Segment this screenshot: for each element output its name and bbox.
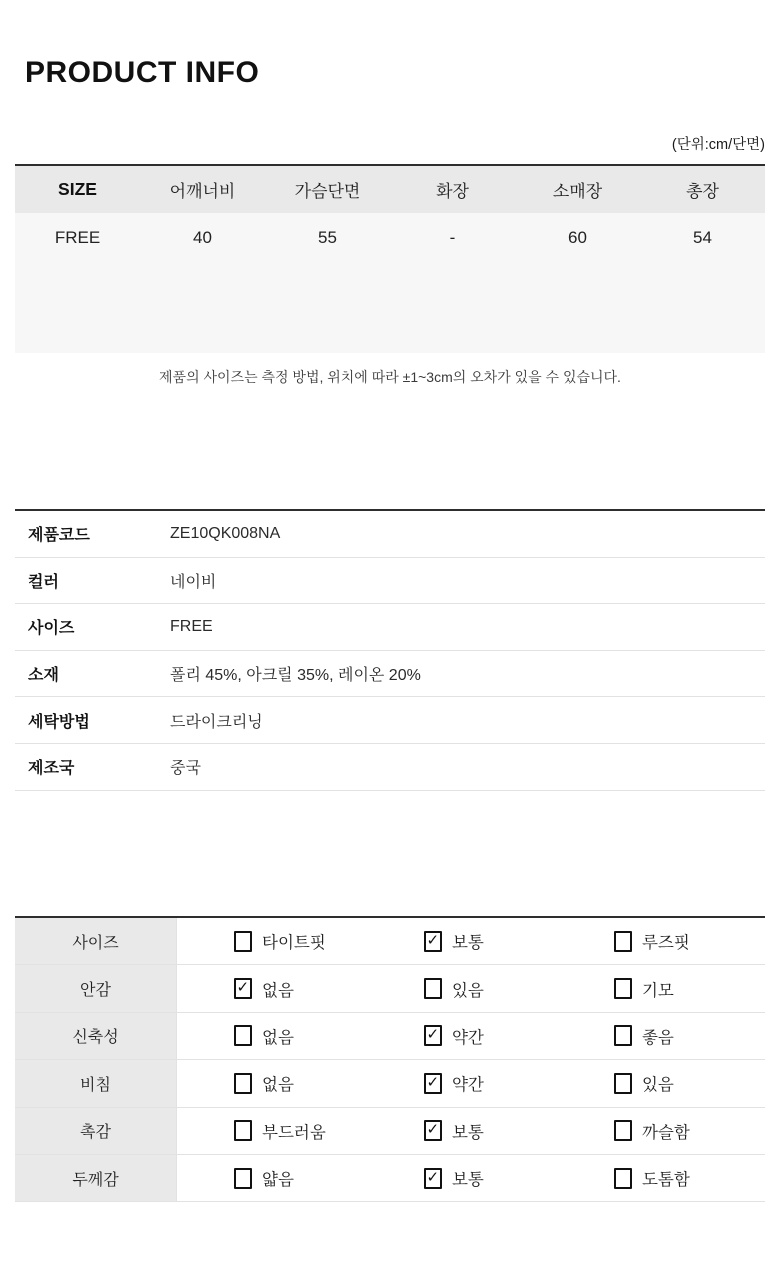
attr-option-label: 타이트핏 (262, 934, 326, 953)
attr-option (373, 1060, 569, 1106)
detail-label: 사이즈 (28, 620, 75, 638)
attr-option-label: 없음 (262, 981, 294, 1000)
attr-option-label: 보통 (451, 1123, 484, 1142)
attr-option-label: 보통 (451, 1171, 484, 1190)
attr-options (177, 1155, 765, 1201)
checkbox-icon[interactable] (234, 931, 252, 952)
size-header-cell: 어깨너비 (169, 182, 236, 201)
attr-row-label: 안감 (15, 965, 177, 1011)
size-header-cell: 가슴단면 (294, 182, 361, 201)
detail-label: 소재 (28, 667, 59, 685)
attr-options (177, 1060, 765, 1106)
product-details-table (15, 509, 765, 791)
attr-option-label: 약간 (451, 1028, 484, 1047)
attr-option (177, 918, 373, 964)
size-cell: 60 (568, 228, 587, 247)
checkbox-icon[interactable] (614, 1120, 632, 1141)
size-cell: 40 (193, 228, 212, 247)
attr-option (373, 1108, 569, 1154)
attr-option (569, 1108, 765, 1154)
attr-option (177, 1060, 373, 1106)
detail-row (15, 604, 765, 651)
size-header-cell: 소매장 (552, 182, 603, 201)
detail-label: 컬러 (28, 573, 59, 591)
size-cell: FREE (54, 228, 101, 247)
attr-row (15, 1013, 765, 1060)
attributes-table (15, 916, 765, 1202)
attr-option (177, 1013, 373, 1059)
attr-row-label: 비침 (15, 1060, 177, 1106)
size-tolerance-note: 제품의 사이즈는 측정 방법, 위치에 따라 ±1~3cm의 오차가 있을 수 있습니다. (159, 369, 621, 385)
detail-label: 제품코드 (28, 527, 90, 545)
checkbox-icon[interactable] (234, 1168, 252, 1189)
checkbox-icon[interactable] (614, 1073, 632, 1094)
size-table (15, 164, 765, 353)
size-table-header-row (15, 166, 765, 213)
size-table-row (15, 213, 765, 263)
checkbox-icon[interactable] (614, 978, 632, 999)
attr-option-label: 도톰함 (641, 1171, 690, 1190)
detail-value: 중국 (170, 760, 201, 778)
attr-option (373, 1155, 569, 1201)
attr-option-label: 루즈핏 (641, 934, 690, 953)
detail-value: 드라이크리닝 (170, 713, 263, 731)
attr-option (569, 1013, 765, 1059)
attr-option-label: 없음 (262, 1028, 294, 1047)
detail-value: 네이비 (170, 573, 217, 591)
attr-option-label: 있음 (641, 1076, 674, 1095)
checkbox-icon[interactable] (234, 1073, 252, 1094)
checkbox-icon[interactable] (424, 931, 442, 952)
size-table-body (15, 213, 765, 353)
checkbox-icon[interactable] (424, 1120, 442, 1141)
checkbox-icon[interactable] (234, 1120, 252, 1141)
attr-option-label: 얇음 (262, 1171, 294, 1190)
attr-row-label: 두께감 (15, 1155, 177, 1201)
size-cell: 54 (693, 228, 712, 247)
checkbox-icon[interactable] (424, 1025, 442, 1046)
attr-row-label: 촉감 (15, 1108, 177, 1154)
checkbox-icon[interactable] (234, 978, 252, 999)
detail-value: FREE (170, 617, 213, 635)
attr-option (177, 1155, 373, 1201)
attr-options (177, 1108, 765, 1154)
attr-option (569, 1060, 765, 1106)
detail-label: 세탁방법 (28, 713, 90, 731)
attr-option (569, 965, 765, 1011)
attr-row-label: 사이즈 (15, 918, 177, 964)
attr-option (373, 918, 569, 964)
page-title: PRODUCT INFO (25, 56, 260, 89)
size-header-cell: 총장 (686, 182, 719, 201)
attr-option-label: 기모 (641, 981, 674, 1000)
attr-row (15, 1060, 765, 1107)
size-header-cell: SIZE (58, 179, 97, 199)
attr-options (177, 965, 765, 1011)
detail-row (15, 744, 765, 791)
attr-row (15, 1108, 765, 1155)
checkbox-icon[interactable] (424, 1168, 442, 1189)
detail-row (15, 558, 765, 605)
size-header-cell: 화장 (436, 182, 469, 201)
attr-row (15, 1155, 765, 1202)
attr-options (177, 918, 765, 964)
detail-value: ZE10QK008NA (170, 524, 281, 542)
checkbox-icon[interactable] (614, 1168, 632, 1189)
checkbox-icon[interactable] (614, 1025, 632, 1046)
attr-options (177, 1013, 765, 1059)
attr-option-label: 까슬함 (641, 1123, 690, 1142)
checkbox-icon[interactable] (234, 1025, 252, 1046)
attr-option (569, 1155, 765, 1201)
attr-option-label: 있음 (451, 981, 484, 1000)
unit-note: (단위:cm/단면) (671, 137, 765, 153)
attr-row (15, 918, 765, 965)
size-cell: 55 (318, 228, 337, 247)
checkbox-icon[interactable] (424, 978, 442, 999)
detail-row (15, 697, 765, 744)
detail-label: 제조국 (28, 760, 75, 778)
attr-option-label: 없음 (262, 1076, 294, 1095)
detail-row (15, 511, 765, 558)
attr-option-label: 약간 (451, 1076, 484, 1095)
size-cell: - (449, 228, 456, 247)
detail-row (15, 651, 765, 698)
attr-option (373, 1013, 569, 1059)
attr-option (177, 965, 373, 1011)
checkbox-icon[interactable] (424, 1073, 442, 1094)
attr-option (177, 1108, 373, 1154)
attr-option (373, 965, 569, 1011)
attr-option-label: 보통 (451, 934, 484, 953)
checkbox-icon[interactable] (614, 931, 632, 952)
attr-option-label: 좋음 (641, 1028, 674, 1047)
attr-option-label: 부드러움 (262, 1123, 326, 1142)
detail-value: 폴리 45%, 아크릴 35%, 레이온 20% (170, 667, 421, 685)
attr-row (15, 965, 765, 1012)
attr-option (569, 918, 765, 964)
attr-row-label: 신축성 (15, 1013, 177, 1059)
